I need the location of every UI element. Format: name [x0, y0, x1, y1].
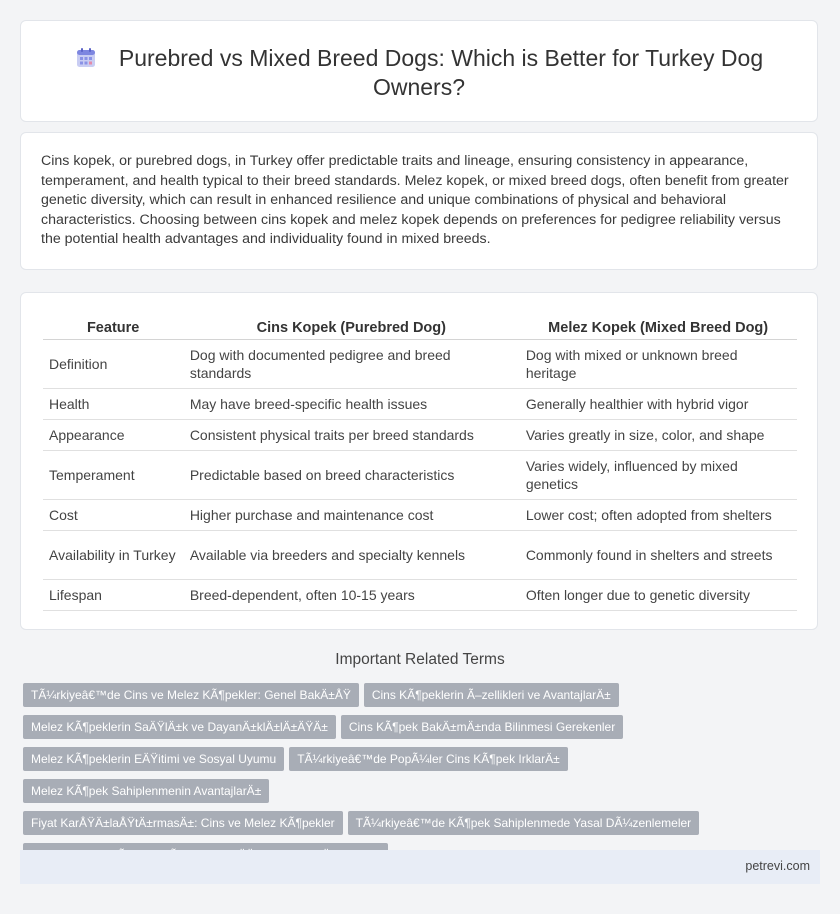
- comparison-table: [43, 314, 797, 611]
- related-term-tag[interactable]: TÃ¼rkiyeâ€™de Cins ve Melez KÃ¶pekler: Genel BakÄ±ÅŸ: [23, 683, 359, 707]
- cell-feature: Temperament: [43, 451, 183, 500]
- table-row: [43, 531, 797, 580]
- cell-melez: Commonly found in shelters and streets: [519, 531, 797, 580]
- cell-melez: Lower cost; often adopted from shelters: [519, 500, 797, 531]
- table-row: [43, 580, 797, 611]
- cell-feature: Availability in Turkey: [43, 531, 183, 580]
- page-title: [61, 44, 777, 102]
- table-header-row: [43, 314, 797, 340]
- footer: [20, 850, 820, 884]
- header-feature: Feature: [43, 314, 183, 340]
- cell-cins: Predictable based on breed characteristics: [183, 451, 519, 500]
- header-melez: Melez Kopek (Mixed Breed Dog): [519, 314, 797, 340]
- cell-feature: Health: [43, 389, 183, 420]
- cell-feature: Lifespan: [43, 580, 183, 611]
- intro-paragraph: Cins kopek, or purebred dogs, in Turkey offer predictable traits and lineage, ensuring consistency in appearance, temperament, and health typical to their breed standards. Melez kopek, or mixed breed dogs, often benefit from greater genetic diversity, which can result in enhanced resilience and unique combinations of physical and behavioral characteristics. Choosing between cins kopek and melez kopek depends on preferences for pedigree reliability versus the potential health advantages and individuality found in mixed breeds.: [41, 153, 789, 248]
- footer-site-link[interactable]: petrevi.com: [745, 859, 810, 873]
- cell-cins: Available via breeders and specialty kennels: [183, 531, 519, 580]
- cell-cins: May have breed-specific health issues: [183, 389, 519, 420]
- table-row: [43, 420, 797, 451]
- cell-melez: Varies widely, influenced by mixed genetics: [519, 451, 797, 500]
- cell-cins: Breed-dependent, often 10-15 years: [183, 580, 519, 611]
- related-term-tag[interactable]: TÃ¼rkiyeâ€™de PopÃ¼ler Cins KÃ¶pek IrklarÄ±: [289, 747, 567, 771]
- cell-cins: Consistent physical traits per breed standards: [183, 420, 519, 451]
- cell-melez: Often longer due to genetic diversity: [519, 580, 797, 611]
- comparison-card: [20, 292, 818, 630]
- table-row: [43, 389, 797, 420]
- related-term-tag[interactable]: Cins KÃ¶peklerin Ã–zellikleri ve AvantajlarÄ±: [364, 683, 619, 707]
- related-term-tag[interactable]: Melez KÃ¶peklerin EÄŸitimi ve Sosyal Uyumu: [23, 747, 284, 771]
- intro-card: [20, 132, 818, 270]
- table-row: [43, 500, 797, 531]
- cell-melez: Dog with mixed or unknown breed heritage: [519, 340, 797, 389]
- page-title-text: Purebred vs Mixed Breed Dogs: Which is Better for Turkey Dog Owners?: [118, 45, 764, 100]
- related-terms-list: [23, 683, 823, 875]
- cell-feature: Appearance: [43, 420, 183, 451]
- cell-cins: Dog with documented pedigree and breed standards: [183, 340, 519, 389]
- related-term-tag[interactable]: Melez KÃ¶peklerin SaÄŸlÄ±k ve DayanÄ±klÄ±lÄ±ÄŸÄ±: [23, 715, 336, 739]
- cell-melez: Generally healthier with hybrid vigor: [519, 389, 797, 420]
- related-term-tag[interactable]: Fiyat KarÅŸÄ±laÅŸtÄ±rmasÄ±: Cins ve Melez KÃ¶pekler: [23, 811, 343, 835]
- related-term-tag[interactable]: Melez KÃ¶pek Sahiplenmenin AvantajlarÄ±: [23, 779, 269, 803]
- title-card: [20, 20, 818, 122]
- related-term-tag[interactable]: Cins KÃ¶pek BakÄ±mÄ±nda Bilinmesi Gerekenler: [341, 715, 623, 739]
- cell-feature: Cost: [43, 500, 183, 531]
- related-terms-title: Important Related Terms: [335, 651, 505, 668]
- related-term-tag[interactable]: TÃ¼rkiyeâ€™de KÃ¶pek Sahiplenmede Yasal DÃ¼zenlemeler: [348, 811, 700, 835]
- table-row: [43, 340, 797, 389]
- cell-cins: Higher purchase and maintenance cost: [183, 500, 519, 531]
- cell-feature: Definition: [43, 340, 183, 389]
- cell-melez: Varies greatly in size, color, and shape: [519, 420, 797, 451]
- table-row: [43, 451, 797, 500]
- calendar-icon: [75, 47, 97, 69]
- header-cins: Cins Kopek (Purebred Dog): [183, 314, 519, 340]
